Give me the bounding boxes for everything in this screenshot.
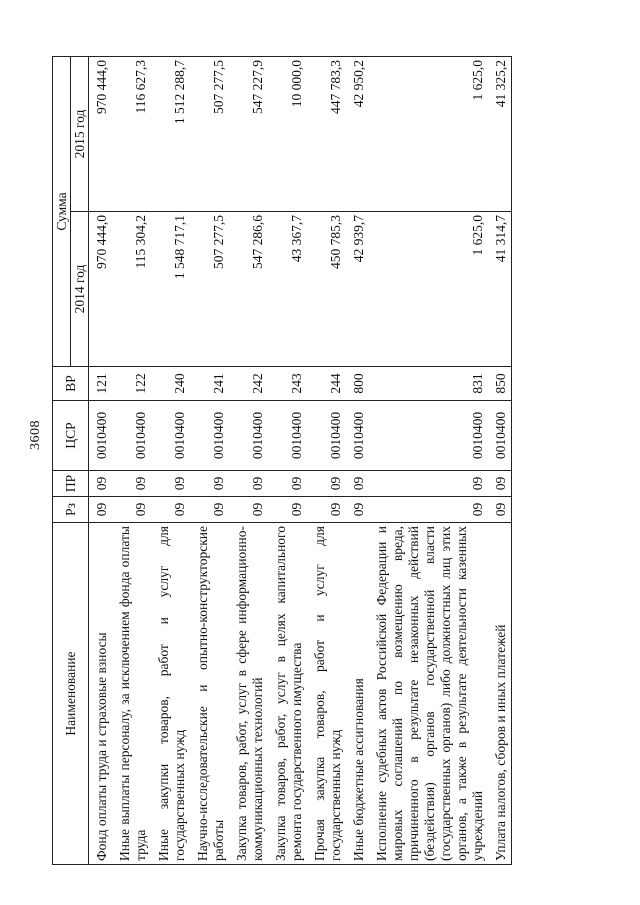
table-row [307, 56, 346, 864]
row-vr: 242 [229, 367, 268, 401]
row-pr: 09 [229, 471, 268, 497]
row-sum-2015: 507 277,5 [190, 56, 229, 211]
budget-table [52, 56, 512, 865]
row-pr: 09 [307, 471, 346, 497]
row-pr: 09 [268, 471, 307, 497]
table-row [346, 56, 369, 864]
header-rz: Рз [53, 497, 89, 523]
table-row [229, 56, 268, 864]
header-pr: ПР [53, 471, 89, 497]
header-csr: ЦСР [53, 401, 89, 471]
table-body [89, 56, 512, 864]
row-sum-2015: 10 000,0 [268, 56, 307, 211]
header-sum: Сумма [53, 56, 71, 366]
row-vr: 240 [151, 367, 190, 401]
row-sum-2014: 1 625,0 [369, 212, 488, 367]
row-csr: 0010400 [268, 401, 307, 471]
row-sum-2015: 1 625,0 [369, 56, 488, 211]
row-rz: 09 [151, 497, 190, 523]
row-rz: 09 [190, 497, 229, 523]
table-row [268, 56, 307, 864]
row-vr: 241 [190, 367, 229, 401]
header-2014: 2014 год [71, 212, 89, 367]
row-name: Научно-исследовательские и опытно-конструкторские работы [190, 523, 229, 865]
page-number: 3608 [28, 420, 43, 450]
row-rz: 09 [307, 497, 346, 523]
table-row [488, 56, 512, 864]
row-csr: 0010400 [346, 401, 369, 471]
table-row [151, 56, 190, 864]
row-name: Исполнение судебных актов Российской Федерации и мировых соглашений по возмещению вреда, причиненного в результате незаконных действий (бездействия) органов государственной власти (государственных органов) либо должностных лиц этих органов, а также в результате деятельности казенных учреждений [369, 523, 488, 865]
row-vr: 121 [89, 367, 113, 401]
header-name: Наименование [53, 523, 89, 865]
row-name: Уплата налогов, сборов и иных платежей [488, 523, 512, 865]
row-sum-2014: 970 444,0 [89, 212, 113, 367]
row-name: Иные закупки товаров, работ и услуг для государственных нужд [151, 523, 190, 865]
row-csr: 0010400 [488, 401, 512, 471]
row-pr: 09 [346, 471, 369, 497]
row-pr: 09 [151, 471, 190, 497]
row-sum-2014: 507 277,5 [190, 212, 229, 367]
row-vr: 122 [112, 367, 151, 401]
row-csr: 0010400 [229, 401, 268, 471]
row-sum-2014: 547 286,6 [229, 212, 268, 367]
row-vr: 850 [488, 367, 512, 401]
row-csr: 0010400 [369, 401, 488, 471]
row-rz: 09 [89, 497, 113, 523]
row-rz: 09 [268, 497, 307, 523]
row-rz: 09 [369, 497, 488, 523]
row-sum-2015: 447 783,3 [307, 56, 346, 211]
row-sum-2014: 1 548 717,1 [151, 212, 190, 367]
row-pr: 09 [112, 471, 151, 497]
row-csr: 0010400 [89, 401, 113, 471]
row-pr: 09 [190, 471, 229, 497]
row-pr: 09 [488, 471, 512, 497]
row-name: Иные выплаты персоналу, за исключением фонда оплаты труда [112, 523, 151, 865]
row-sum-2015: 116 627,3 [112, 56, 151, 211]
row-vr: 243 [268, 367, 307, 401]
row-vr: 831 [369, 367, 488, 401]
row-csr: 0010400 [190, 401, 229, 471]
row-name: Прочая закупка товаров, работ и услуг для государственных нужд [307, 523, 346, 865]
row-vr: 244 [307, 367, 346, 401]
header-vr: ВР [53, 367, 89, 401]
row-vr: 800 [346, 367, 369, 401]
row-sum-2014: 43 367,7 [268, 212, 307, 367]
row-name: Фонд оплаты труда и страховые взносы [89, 523, 113, 865]
row-rz: 09 [229, 497, 268, 523]
table-row [369, 56, 488, 864]
row-sum-2014: 41 314,7 [488, 212, 512, 367]
row-pr: 09 [89, 471, 113, 497]
table-row [190, 56, 229, 864]
row-sum-2015: 970 444,0 [89, 56, 113, 211]
row-name: Закупка товаров, работ, услуг в целях капитального ремонта государственного имущества [268, 523, 307, 865]
header-2015: 2015 год [71, 56, 89, 211]
table-row [89, 56, 113, 864]
row-csr: 0010400 [151, 401, 190, 471]
row-sum-2015: 1 512 288,7 [151, 56, 190, 211]
row-csr: 0010400 [307, 401, 346, 471]
row-sum-2014: 450 785,3 [307, 212, 346, 367]
row-rz: 09 [488, 497, 512, 523]
row-sum-2015: 42 950,2 [346, 56, 369, 211]
row-name: Закупка товаров, работ, услуг в сфере информационно-коммуникационных технологий [229, 523, 268, 865]
table-header [53, 56, 89, 864]
row-sum-2015: 547 227,9 [229, 56, 268, 211]
table-row [112, 56, 151, 864]
row-name: Иные бюджетные ассигнования [346, 523, 369, 865]
row-rz: 09 [346, 497, 369, 523]
row-sum-2015: 41 325,2 [488, 56, 512, 211]
row-csr: 0010400 [112, 401, 151, 471]
row-rz: 09 [112, 497, 151, 523]
row-sum-2014: 42 939,7 [346, 212, 369, 367]
row-pr: 09 [369, 471, 488, 497]
row-sum-2014: 115 304,2 [112, 212, 151, 367]
